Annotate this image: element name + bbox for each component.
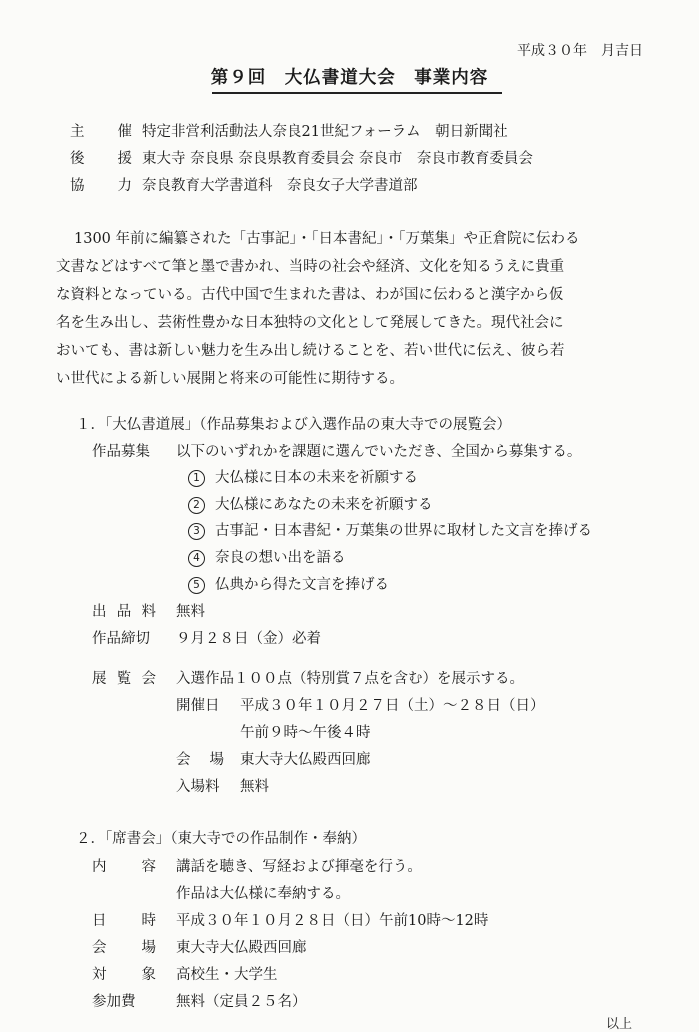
title-underline xyxy=(212,92,502,94)
document-title: 第９回 大仏書道大会 事業内容 xyxy=(210,68,489,88)
entry-value: 以下のいずれかを課題に選んでいただき、全国から募集する。 xyxy=(176,444,582,460)
intro-paragraph xyxy=(56,225,646,393)
intro-line: 1300 年前に編纂された「古事記」・「日本書紀」・「万葉集」や正倉院に伝わる xyxy=(74,231,580,247)
theme-item: 5 仏典から得た文言を捧げる xyxy=(188,573,389,594)
exhibit-label: 展 覧 会 xyxy=(92,671,156,687)
venue2-label: 会 場 xyxy=(92,940,156,956)
admission-label: 入場料 xyxy=(176,779,220,795)
content-value: 講話を聴き、写経および揮毫を行う。 xyxy=(176,859,422,875)
theme-item: 3 古事記・日本書紀・万葉集の世界に取材した文言を捧げる xyxy=(188,519,592,540)
intro-line: な資料となっている。古代中国で生まれた書は、わが国に伝わると漢字から仮 xyxy=(56,287,564,303)
hours-value: 午前９時～午後４時 xyxy=(240,725,371,741)
deadline-label: 作品締切 xyxy=(92,631,150,647)
cooperation-value: 奈良教育大学書道科 奈良女子大学書道部 xyxy=(142,178,418,194)
dates-label: 開催日 xyxy=(176,698,220,714)
venue2-value: 東大寺大仏殿西回廊 xyxy=(176,940,307,956)
venue-label: 会 場 xyxy=(176,752,224,768)
intro-line: おいても、書は新しい魅力を生み出し続けることを、若い世代に伝え、彼ら若 xyxy=(56,343,565,359)
organizer-label: 主 催 xyxy=(70,124,132,140)
dates-value: 平成３０年１０月２７日（土）～２８日（日） xyxy=(240,698,545,714)
intro-line: 名を生み出し、芸術性豊かな日本独特の文化として発展してきた。現代社会に xyxy=(56,315,564,331)
section2-title: ２．「席書会」（東大寺での作品制作・奉納） xyxy=(76,831,366,847)
intro-line: 文書などはすべて筆と墨で書かれ、当時の社会や経済、文化を知るうえに貴重 xyxy=(56,259,565,275)
target-value: 高校生・大学生 xyxy=(176,967,278,983)
theme-item: 4 奈良の想い出を語る xyxy=(188,546,346,567)
content-value-2: 作品は大仏様に奉納する。 xyxy=(176,886,350,902)
supporter-label: 後 援 xyxy=(70,151,132,167)
theme-item: 1 大仏様に日本の未来を祈願する xyxy=(188,466,418,487)
participation-fee-value: 無料（定員２５名） xyxy=(176,994,307,1010)
participation-fee-label: 参加費 xyxy=(92,994,136,1010)
document-date: 平成３０年 月吉日 xyxy=(517,43,643,59)
datetime-value: 平成３０年１０月２８日（日）午前10時～12時 xyxy=(176,913,489,929)
cooperation-label: 協 力 xyxy=(70,178,132,194)
content-label: 内 容 xyxy=(92,859,156,875)
entry-label: 作品募集 xyxy=(92,444,150,460)
deadline-value: ９月２８日（金）必着 xyxy=(176,631,321,647)
admission-value: 無料 xyxy=(240,779,269,795)
fee-value: 無料 xyxy=(176,604,205,620)
organizer-value: 特定非営利活動法人奈良21世紀フォーラム 朝日新聞社 xyxy=(142,124,508,140)
fee-label: 出 品 料 xyxy=(92,604,156,620)
target-label: 対 象 xyxy=(92,967,156,983)
exhibit-value: 入選作品１００点（特別賞７点を含む）を展示する。 xyxy=(176,671,524,687)
intro-line: い世代による新しい展開と将来の可能性に期待する。 xyxy=(56,371,404,387)
supporter-value: 東大寺 奈良県 奈良県教育委員会 奈良市 奈良市教育委員会 xyxy=(142,151,533,167)
theme-item: 2 大仏様にあなたの未来を祈願する xyxy=(188,493,433,514)
venue-value: 東大寺大仏殿西回廊 xyxy=(240,752,371,768)
section1-title: １．「大仏書道展」（作品募集および入選作品の東大寺での展覧会） xyxy=(76,417,511,433)
datetime-label: 日 時 xyxy=(92,913,156,929)
closing-mark: 以上 xyxy=(606,1017,633,1032)
